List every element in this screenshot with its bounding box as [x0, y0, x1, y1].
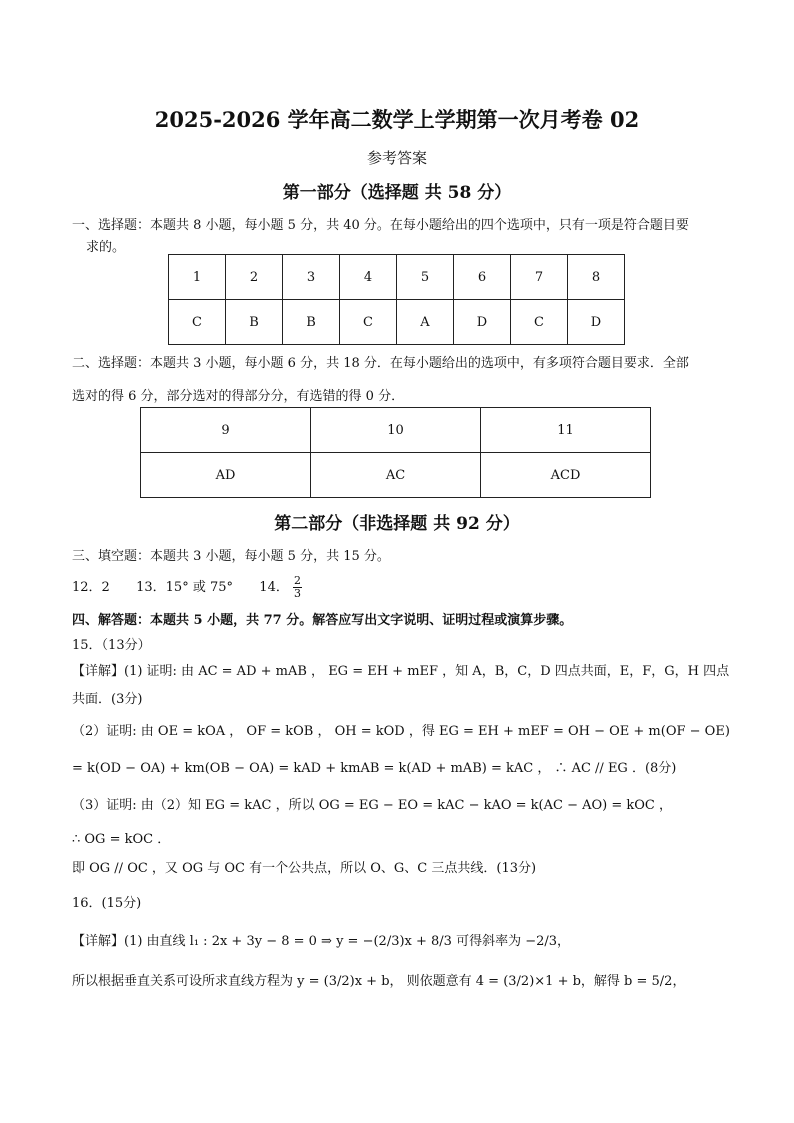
table-cell: A [397, 300, 454, 345]
table-cell: 11 [481, 408, 651, 453]
section1-line2: 求的。 [86, 240, 126, 255]
q15-part3-line1: （3）证明: 由（2）知 EG = kAC ，所以 OG = EG − EO = kAC − kAO = k(AC − AO) = kOC ， [72, 798, 673, 813]
table1-number-row [169, 255, 625, 300]
table2-answer-row [141, 453, 651, 498]
table-cell: AC [311, 453, 481, 498]
q15-part1-line2: 共面．(3分) [72, 692, 143, 707]
q15-part1-line1: 【详解】(1) 证明: 由 AC = AD + mAB ， EG = EH + mEF ，知 A，B，C，D 四点共面，E，F，G，H 四点 [72, 664, 730, 679]
table-cell: C [340, 300, 397, 345]
section2-line2: 选对的得 6 分，部分选对的得部分分，有选错的得 0 分． [72, 389, 405, 404]
table-cell: ACD [481, 453, 651, 498]
page-title: 2025-2026 学年高二数学上学期第一次月考卷 02 [154, 107, 640, 132]
section4-line: 四、解答题：本题共 5 小题，共 77 分。解答应写出文字说明、证明过程或演算步骤。 [72, 613, 573, 628]
section2-line1: 二、选择题：本题共 3 小题，每小题 6 分，共 18 分．在每小题给出的选项中，有多项符合题目要求．全部 [72, 356, 689, 371]
table-cell: 7 [511, 255, 568, 300]
q14-denominator: 3 [293, 587, 301, 600]
q16-label: 16．(15分) [72, 896, 142, 911]
table1-answer-row [169, 300, 625, 345]
table-cell: 5 [397, 255, 454, 300]
q16-part1-line1: 【详解】(1) 由直线 l₁ : 2x + 3y − 8 = 0 ⇒ y = −(2/3)x + 8/3 可得斜率为 −2/3， [72, 934, 571, 949]
table-cell: 8 [568, 255, 625, 300]
q12-answer: 12．2 [72, 580, 110, 595]
table-cell: 6 [454, 255, 511, 300]
q14-fraction [293, 575, 302, 600]
table-cell: 2 [226, 255, 283, 300]
table-cell: 10 [311, 408, 481, 453]
table-cell: D [454, 300, 511, 345]
page-subtitle: 参考答案 [366, 149, 427, 167]
table-cell: 9 [141, 408, 311, 453]
table-cell: C [511, 300, 568, 345]
q15-part3-line3: 即 OG // OC ，又 OG 与 OC 有一个公共点，所以 O、G、C 三点共线．(13分) [72, 861, 537, 876]
q16-part1-line2: 所以根据垂直关系可设所求直线方程为 y = (3/2)x + b， 则依题意有 4 = (3/2)×1 + b，解得 b = 5/2， [72, 974, 686, 989]
table-cell: C [169, 300, 226, 345]
table2-number-row [141, 408, 651, 453]
q15-part2-line1: （2）证明: 由 OE = kOA ， OF = kOB ， OH = kOD ，得 EG = EH + mEF = OH − OE + m(OF − OE) [72, 724, 730, 739]
answer-table-2 [140, 407, 651, 498]
part2-heading: 第二部分（非选择题 共 92 分） [274, 514, 520, 534]
part1-heading: 第一部分（选择题 共 58 分） [282, 183, 512, 203]
section1-line1: 一、选择题：本题共 8 小题，每小题 5 分，共 40 分。在每小题给出的四个选项中，只有一项是符合题目要 [72, 218, 689, 233]
q15-part3-line2: ∴ OG = kOC ． [72, 832, 171, 847]
q13-answer: 13．15° 或 75° [136, 580, 234, 595]
table-cell: AD [141, 453, 311, 498]
q15-label: 15．（13分） [72, 638, 151, 653]
table-cell: D [568, 300, 625, 345]
table-cell: 4 [340, 255, 397, 300]
fill-answers [72, 575, 302, 600]
section3-line: 三、填空题：本题共 3 小题，每小题 5 分，共 15 分。 [72, 549, 390, 564]
q14-numerator: 2 [293, 574, 301, 587]
table-cell: 1 [169, 255, 226, 300]
answer-table-1 [168, 254, 625, 345]
q14-label: 14． [259, 580, 289, 595]
q15-part2-line2: = k(OD − OA) + km(OB − OA) = kAD + kmAB = k(AD + mAB) = kAC ， ∴ AC // EG ．(8分) [72, 761, 677, 776]
table-cell: B [226, 300, 283, 345]
table-cell: B [283, 300, 340, 345]
table-cell: 3 [283, 255, 340, 300]
